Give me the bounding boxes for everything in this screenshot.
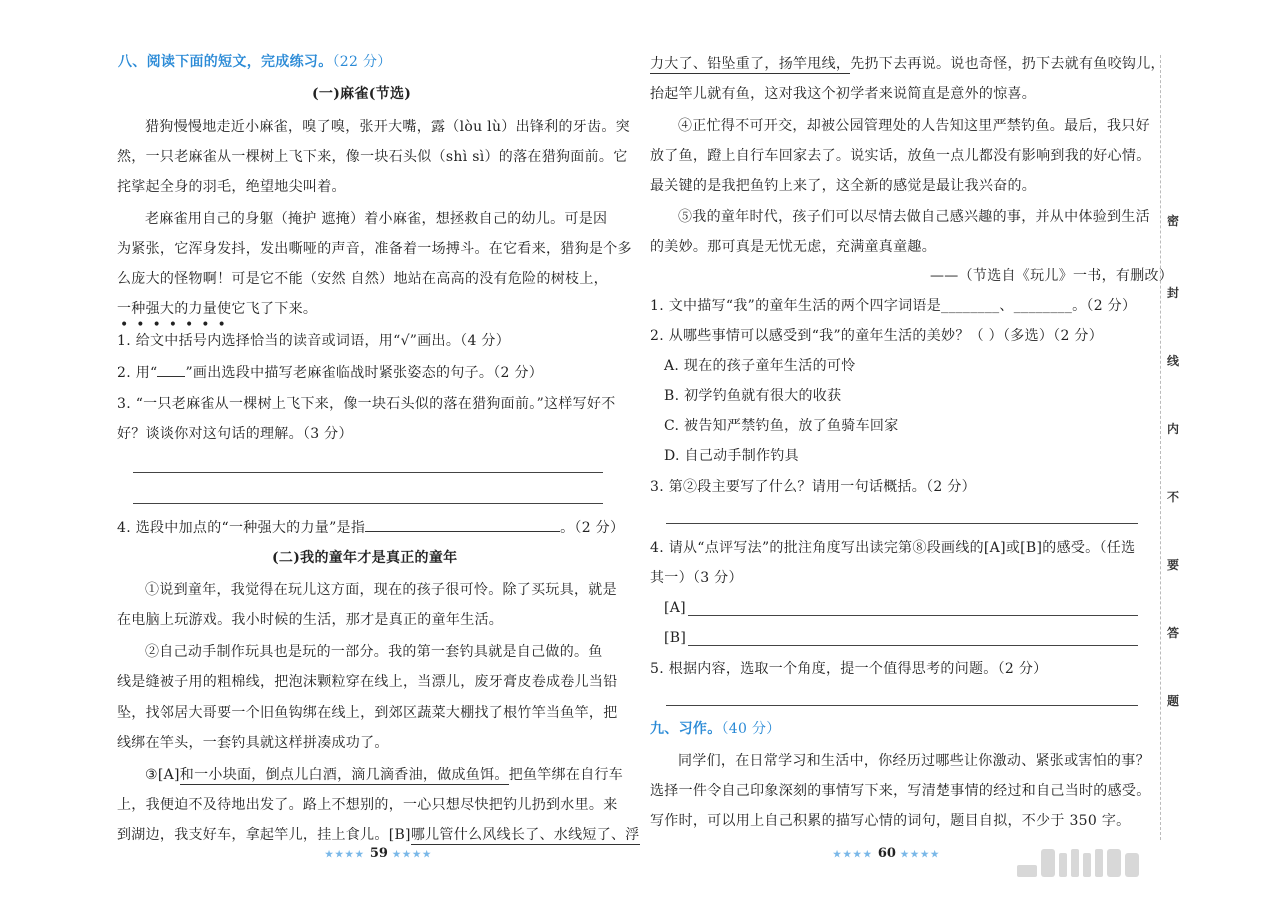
star-decoration: ★★★★ bbox=[325, 850, 366, 860]
question-4-text-a: 4. 选段中加点的“一种强大的力量”是指 bbox=[117, 520, 366, 536]
passage1-line: 挓挲起全身的羽毛，绝望地尖叫着。 bbox=[117, 179, 346, 195]
answer-line-a[interactable] bbox=[688, 615, 1138, 616]
star-decoration: ★★★★ bbox=[833, 850, 874, 860]
binding-char: 答 bbox=[1166, 626, 1179, 640]
binding-char: 内 bbox=[1166, 422, 1179, 436]
passage2-line: 在电脑上玩游戏。我小时候的生活，那才是真正的童年生活。 bbox=[117, 612, 504, 628]
underlined-text-b: 哪儿管什么风线长了、水线短了、浮 bbox=[410, 827, 640, 843]
answer-blank[interactable] bbox=[365, 517, 560, 532]
binding-line bbox=[1160, 55, 1162, 840]
star-decoration: ★★★★ bbox=[392, 850, 433, 860]
writing-prompt-line: 选择一件令自己印象深刻的事情写下来，写清楚事情的经过和自己当时的感受。 bbox=[650, 783, 1151, 799]
section8-score: （22 分） bbox=[332, 54, 392, 70]
section8-heading bbox=[118, 52, 392, 72]
underline-sample bbox=[157, 362, 185, 377]
question-2-text-a: 2. 用“ bbox=[117, 365, 158, 381]
passage2-line bbox=[117, 825, 640, 845]
marker-a: ③[A] bbox=[145, 767, 180, 783]
underlined-text-b: 力大了、铅坠重了，扬竿甩线， bbox=[650, 56, 851, 72]
watermark-logo bbox=[1015, 843, 1145, 883]
answer-label-b: [B] bbox=[664, 630, 687, 646]
passage2-text: 把鱼竿绑在自行车 bbox=[508, 767, 624, 783]
question-2-text-b: ”画出选段中描写老麻雀临战时紧张姿态的句子。（2 分） bbox=[185, 365, 544, 381]
underlined-text-a: 和一小块面，倒点儿白酒，滴几滴香油，做成鱼饵。 bbox=[179, 767, 509, 783]
passage2-line: ②自己动手制作玩具也是玩的一部分。我的第一套钓具就是自己做的。鱼 bbox=[145, 644, 603, 660]
passage1-line: 老麻雀用自己的身躯（掩护 遮掩）着小麻雀，想拯救自己的幼儿。可是因 bbox=[145, 211, 608, 227]
binding-char: 密 bbox=[1166, 214, 1179, 228]
passage1-line: 为紧张，它浑身发抖，发出嘶哑的声音，准备着一场搏斗。在它看来，猎狗是个多 bbox=[117, 241, 632, 257]
binding-char: 要 bbox=[1166, 558, 1179, 572]
answer-line[interactable] bbox=[666, 523, 1138, 524]
passage2-line: 线绑在竿头，一套钓具就这样拼凑成功了。 bbox=[117, 735, 389, 751]
section9-score: （40 分） bbox=[721, 721, 781, 737]
passage2-line: 坠，找邻居大哥要一个旧鱼钩绑在线上，到郊区蔬菜大棚找了根竹竿当鱼竿，把 bbox=[117, 705, 618, 721]
answer-label-a: [A] bbox=[664, 600, 686, 616]
passage2-line bbox=[145, 765, 623, 785]
passage2-line: ④正忙得不可开交，却被公园管理处的人告知这里严禁钓鱼。最后，我只好 bbox=[678, 118, 1150, 134]
star-decoration: ★★★★ bbox=[900, 850, 941, 860]
passage2-line: 线是缝被子用的粗棉线，把泡沫颗粒穿在线上，当漂儿，废牙膏皮卷成卷儿当铅 bbox=[117, 674, 618, 690]
binding-char: 题 bbox=[1166, 694, 1179, 708]
passage2-text: 到湖边，我支好车，拿起竿儿，挂上食儿。[B] bbox=[117, 827, 411, 843]
section8-title: 八、阅读下面的短文，完成练习。 bbox=[118, 54, 333, 70]
binding-char: 封 bbox=[1166, 286, 1179, 300]
page-number: 59 bbox=[369, 846, 388, 861]
passage2-line bbox=[650, 54, 1165, 74]
answer-line[interactable] bbox=[133, 503, 603, 504]
option-b[interactable]: B. 初学钓鱼就有很大的收获 bbox=[664, 388, 842, 404]
option-c[interactable]: C. 被告知严禁钓鱼，放了鱼骑车回家 bbox=[664, 418, 899, 434]
passage2-line: 放了鱼，蹬上自行车回家去了。说实话，放鱼一点儿都没有影响到我的好心情。 bbox=[650, 148, 1151, 164]
page-number-footer bbox=[833, 846, 941, 861]
passage1-line: 一种强大的力量使它飞了下来。 bbox=[117, 301, 318, 317]
question-4-cont: 其一）（3 分） bbox=[650, 570, 743, 586]
question-2 bbox=[117, 362, 543, 383]
section9-heading bbox=[650, 719, 781, 739]
section9-title: 九、习作。 bbox=[650, 721, 722, 737]
passage2-line: ⑤我的童年时代，孩子们可以尽情去做自己感兴趣的事，并从中体验到生活 bbox=[678, 209, 1150, 225]
answer-line[interactable] bbox=[666, 705, 1138, 706]
answer-line[interactable] bbox=[133, 472, 603, 473]
page-number: 60 bbox=[877, 846, 896, 861]
question-4 bbox=[117, 517, 624, 538]
passage1-line: 么庞大的怪物啊！可是它不能（安然 自然）地站在高高的没有危险的树枝上， bbox=[117, 271, 608, 287]
question-1: 1. 文中描写“我”的童年生活的两个四字词语是________、________。（2 分） bbox=[650, 298, 1137, 314]
answer-line-b[interactable] bbox=[688, 645, 1138, 646]
passage2-line: 最关键的是我把鱼钓上来了，这全新的感觉是最让我兴奋的。 bbox=[650, 178, 1037, 194]
page-number-footer bbox=[325, 846, 433, 861]
question-3: 3. “一只老麻雀从一棵树上飞下来，像一块石头似的落在猎狗面前。”这样写好不 bbox=[117, 396, 616, 412]
option-a[interactable]: A. 现在的孩子童年生活的可怜 bbox=[664, 358, 856, 374]
passage2-line: ①说到童年，我觉得在玩儿这方面，现在的孩子很可怜。除了买玩具，就是 bbox=[145, 582, 617, 598]
passage2-text: 先扔下去再说。说也奇怪，扔下去就有鱼咬钩儿， bbox=[850, 56, 1165, 72]
writing-prompt-line: 同学们，在日常学习和生活中，你经历过哪些让你激动、紧张或害怕的事？ bbox=[678, 753, 1150, 769]
question-2: 2. 从哪些事情可以感受到“我”的童年生活的美妙？（ ）（多选）（2 分） bbox=[650, 328, 1104, 344]
right-page bbox=[630, 0, 1280, 905]
writing-prompt-line: 写作时，可以用上自己积累的描写心情的词句，题目自拟，不少于 350 字。 bbox=[650, 813, 1131, 829]
passage2-line: 上，我便迫不及待地出发了。路上不想别的，一心只想尽快把钓儿扔到水里。来 bbox=[117, 797, 618, 813]
source-note: ——（节选自《玩儿》一书，有删改） bbox=[930, 268, 1174, 284]
question-5: 5. 根据内容，选取一个角度，提一个值得思考的问题。（2 分） bbox=[650, 661, 1048, 677]
question-3: 3. 第②段主要写了什么？请用一句话概括。（2 分） bbox=[650, 479, 976, 495]
binding-char: 线 bbox=[1166, 354, 1179, 368]
option-d[interactable]: D. 自己动手制作钓具 bbox=[664, 448, 799, 464]
emphasis-dots: ••••••• bbox=[120, 317, 234, 333]
passage2-line: 抬起竿儿就有鱼，这对我这个初学者来说简直是意外的惊喜。 bbox=[650, 86, 1037, 102]
question-1: 1. 给文中括号内选择恰当的读音或词语，用“√”画出。（4 分） bbox=[117, 333, 510, 349]
passage1-line: 然，一只老麻雀从一棵树上飞下来，像一块石头似（shì sì）的落在猎狗面前。它 bbox=[117, 149, 628, 165]
question-4-text-b: 。（2 分） bbox=[560, 520, 625, 536]
passage1-line: 猎狗慢慢地走近小麻雀，嗅了嗅，张开大嘴，露（lòu lù）出锋利的牙齿。突 bbox=[145, 119, 630, 135]
passage2-line: 的美妙。那可真是无忧无虑，充满童真童趣。 bbox=[650, 239, 936, 255]
binding-char: 不 bbox=[1166, 490, 1179, 504]
passage1-title: (一)麻雀(节选) bbox=[312, 86, 412, 102]
question-4: 4. 请从“点评写法”的批注角度写出读完第⑧段画线的[A]或[B]的感受。（任选 bbox=[650, 540, 1136, 556]
question-3-cont: 好？谈谈你对这句话的理解。（3 分） bbox=[117, 426, 353, 442]
passage2-title: (二)我的童年才是真正的童年 bbox=[272, 550, 458, 566]
